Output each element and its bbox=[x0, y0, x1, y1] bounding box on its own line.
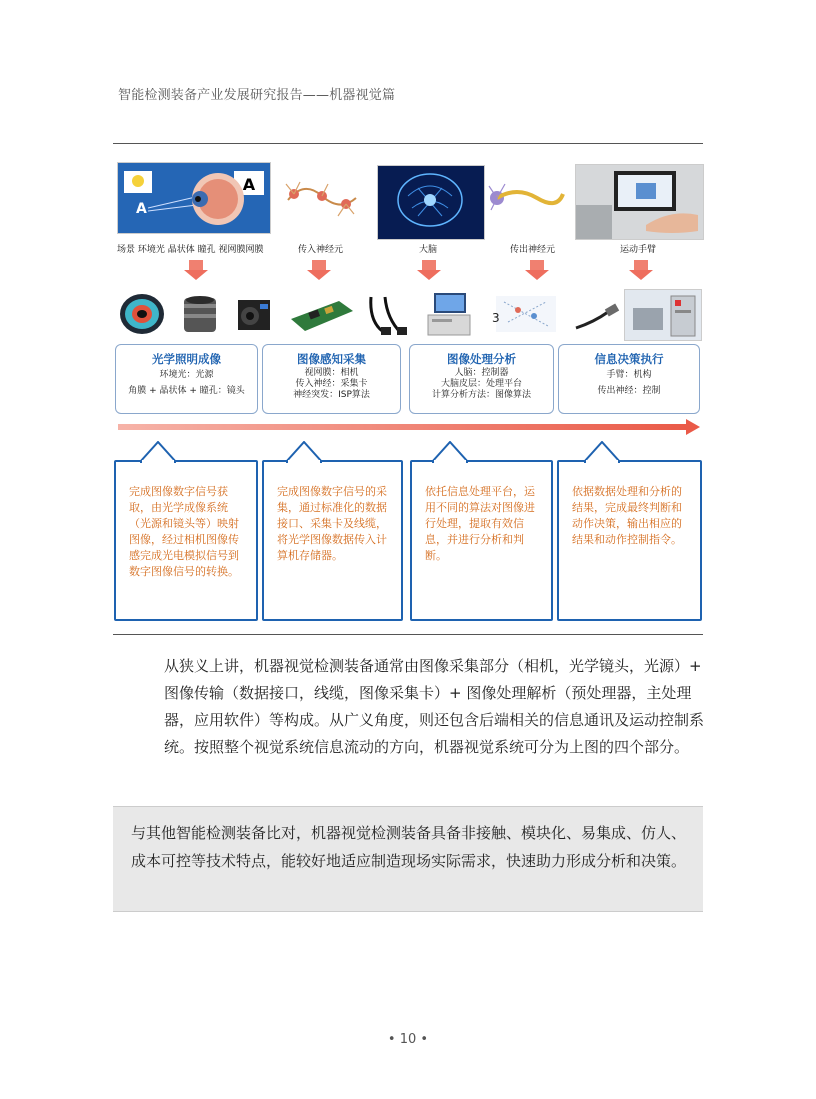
figure-bottom-rule bbox=[113, 634, 703, 635]
industrial-pc-image bbox=[424, 291, 474, 337]
stage-title: 信息决策执行 bbox=[594, 352, 664, 366]
stage-title: 光学照明成像 bbox=[152, 352, 221, 366]
stage-line: 手臂：机构 bbox=[606, 370, 652, 380]
lens-image bbox=[178, 292, 222, 336]
capture-card-image bbox=[287, 295, 357, 335]
desc-text: 完成图像数字信号获取，由光学成像系统（光源和镜头等）映射图像，经过相机图像传感完成光电模拟信号到数字图像信号的转换。 bbox=[129, 485, 239, 578]
label-efferent-neuron: 传出神经元 bbox=[510, 245, 556, 255]
stage-optical-imaging bbox=[115, 344, 258, 414]
efferent-neuron-image bbox=[487, 176, 565, 220]
flow-arrow-icon bbox=[118, 418, 702, 436]
actuator-image bbox=[624, 289, 702, 341]
arm-touchscreen-image bbox=[575, 164, 704, 240]
desc-text: 依据数据处理和分析的结果，完成最终判断和动作决策，输出相应的结果和动作控制指令。 bbox=[572, 485, 682, 546]
callout-notch bbox=[140, 441, 176, 463]
header-rule bbox=[113, 143, 703, 144]
page-number: • 10 • bbox=[387, 1032, 429, 1047]
highlight-box bbox=[113, 806, 703, 912]
running-header: 智能检测装备产业发展研究报告——机器视觉篇 bbox=[118, 88, 396, 103]
desc-text: 依托信息处理平台，运用不同的算法对图像进行处理，提取有效信息，并进行分析和判断。 bbox=[425, 485, 535, 562]
stage-line: 传出神经：控制 bbox=[597, 386, 661, 396]
highlight-text: 与其他智能检测装备比对，机器视觉检测装备具备非接触、模块化、易集成、仿人、成本可控等技术特点，能较好地适应制造现场实际需求，快速助力形成分析和决策。 bbox=[131, 824, 687, 870]
label-afferent-neuron: 传入神经元 bbox=[298, 245, 344, 255]
desc-box-optical bbox=[114, 460, 258, 621]
stage-line: 角膜 + 晶状体 + 瞳孔：镜头 bbox=[128, 386, 245, 396]
label-brain: 大脑 bbox=[419, 245, 438, 255]
callout-notch bbox=[286, 441, 322, 463]
stage-line: 计算分析方法：图像算法 bbox=[431, 390, 531, 400]
svg-text:A: A bbox=[136, 201, 147, 217]
stage-image-processing bbox=[409, 344, 554, 414]
stage-decision-execution bbox=[558, 344, 700, 414]
desc-box-processing bbox=[410, 460, 553, 621]
stage-line: 神经突发：ISP算法 bbox=[293, 390, 370, 400]
callout-notch bbox=[584, 441, 620, 463]
stage-line: 传入神经：采集卡 bbox=[295, 379, 368, 389]
stage-line: 大脑皮层：处理平台 bbox=[440, 379, 522, 389]
afferent-neuron-image bbox=[284, 170, 359, 226]
algorithm-diagram-image bbox=[488, 292, 564, 336]
desc-box-acquisition bbox=[262, 460, 403, 621]
brain-image bbox=[377, 165, 485, 240]
body-paragraph: 从狭义上讲，机器视觉检测装备通常由图像采集部分（相机，光学镜头，光源）+ 图像传输（数据接口，线缆，图像采集卡）+ 图像处理解析（预处理器，主处理器，应用软件）等构成。从广义角度，则还包含后端相关的信息通讯及运动控制系统。按照整个视觉系统信息流动的方向，机器视觉系统可分为上图的四个部分。 bbox=[164, 657, 705, 756]
stage-line: 环境光：光源 bbox=[159, 370, 214, 380]
cable-image bbox=[365, 293, 409, 337]
stage-line: 人脑：控制器 bbox=[454, 368, 509, 378]
eye-diagram-image bbox=[117, 162, 271, 234]
desc-box-decision bbox=[557, 460, 702, 621]
stage-title: 图像感知采集 bbox=[297, 352, 366, 366]
ring-light-image bbox=[118, 290, 166, 336]
stage-image-acquisition bbox=[262, 344, 401, 414]
callout-notch bbox=[432, 441, 468, 463]
label-motion-arm: 运动手臂 bbox=[620, 245, 657, 255]
stage-title: 图像处理分析 bbox=[447, 352, 516, 366]
camera-image bbox=[232, 294, 274, 334]
stage-line: 视网膜：相机 bbox=[304, 368, 359, 378]
label-scene-eye: 场景 环境光 晶状体 瞳孔 视网膜网膜 bbox=[117, 245, 264, 255]
desc-text: 完成图像数字信号的采集，通过标准化的数据接口、采集卡及线缆，将光学图像数据传入计算机存储器。 bbox=[277, 485, 387, 562]
control-cable-image bbox=[574, 298, 622, 334]
svg-text:3: 3 bbox=[492, 311, 500, 325]
svg-text:A: A bbox=[242, 175, 256, 194]
